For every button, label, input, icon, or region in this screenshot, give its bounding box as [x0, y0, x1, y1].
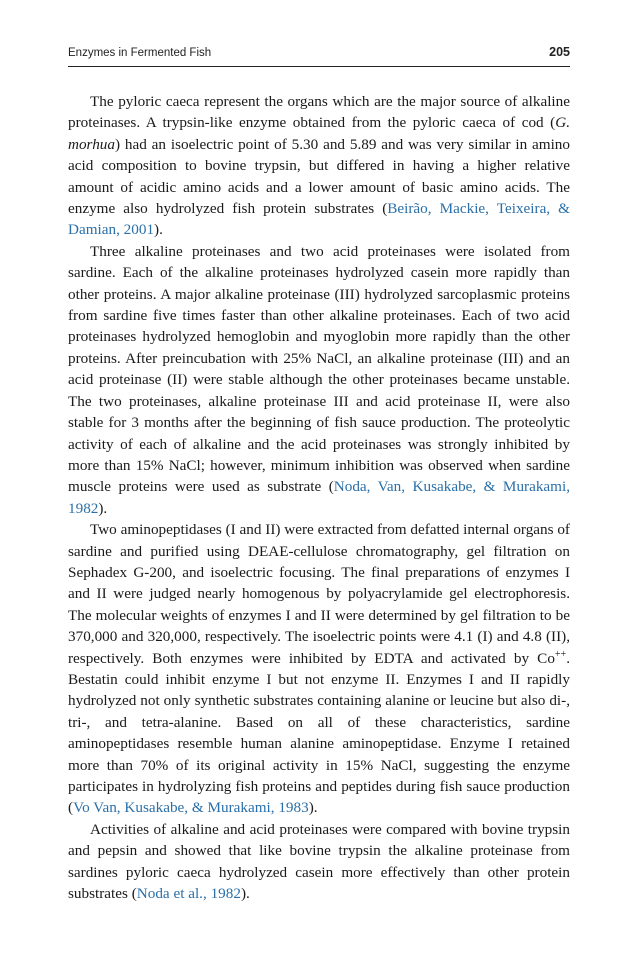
text-run: ). — [98, 499, 108, 517]
text-run: ). — [240, 885, 250, 903]
text-run: Three alkaline proteinases and two acid proteinases were isolated from sardine. Each of the alkaline proteinases hydrolyzed casein more rapidly than other proteins. A major alkaline proteinase (III) hydrolyzed sarcoplasmic proteins from sardine five times faster than other alkaline proteinases. Each of two acid proteinases hydrolyzed hemoglobin and myoglobin more rapidly than the other proteins. After preincubation with 25% NaCl, an alkaline proteinase (III) and an acid proteinase (II) were stable although the other proteinases became unstable. The two proteinases, alkaline proteinase III and acid proteinase II, were also stable for 3 months after the beginning of fish sauce production. The proteolytic activity of each of alkaline and the acid proteinases was strongly inhibited by more than 15% NaCl; however, minimum inhibition was observed when sardine muscle proteins were used as substrate ( — [68, 242, 570, 496]
page-number: 205 — [549, 45, 570, 59]
text-run: Activities of alkaline and acid proteinases were compared with bovine trypsin and pepsin and showed that like bovine trypsin the alkaline proteinase from sardines pyloric caeca hydrolyzed casein more effectively than other protein substrates ( — [68, 820, 570, 903]
citation-link[interactable]: Vo Van, Kusakabe, & Murakami, 1983 — [73, 799, 309, 817]
body-text — [68, 91, 570, 904]
text-run: The pyloric caeca represent the organs which are the major source of alkaline proteinases. A trypsin-like enzyme obtained from the pyloric caeca of cod ( — [68, 93, 570, 132]
ion-charge: ++ — [554, 648, 567, 660]
text-run: ). — [154, 221, 163, 239]
citation-link[interactable]: Beirão, Mackie, Teixeira, & Damian, 2001 — [68, 200, 570, 239]
text-run: ) had an isoelectric point of 5.30 and 5.89 and was very similar in amino acid composition to bovine trypsin, but differed in having a higher relative amount of acidic amino acids and a lower amount of basic amino acids. The enzyme also hydrolyzed fish protein substrates ( — [68, 135, 570, 218]
paragraph-4 — [68, 819, 570, 905]
paragraph-3 — [68, 519, 570, 819]
paragraph-2 — [68, 241, 570, 519]
running-header — [68, 44, 570, 67]
citation-link[interactable]: Noda et al., 1982 — [136, 885, 241, 903]
running-title: Enzymes in Fermented Fish — [68, 47, 212, 59]
citation-link[interactable]: Noda, Van, Kusakabe, & Murakami, 1982 — [68, 478, 570, 517]
species-name: G. morhua — [68, 114, 570, 153]
text-run: . Bestatin could inhibit enzyme I but not enzyme II. Enzymes I and II rapidly hydrolyzed not only synthetic substrates containing alanine or leucine but also di-, tri-, and tetra-alanine. Based on all of these characteristics, sardine aminopeptidases resemble human alanine aminopeptidase. Enzyme I retained more than 70% of its original activity in 15% NaCl, suggesting the enzyme participates in hydrolyzing fish proteins and peptides during fish sauce production ( — [68, 649, 570, 817]
text-run: Two aminopeptidases (I and II) were extracted from defatted internal organs of sardine and purified using DEAE-cellulose chromatography, gel filtration on Sephadex G-200, and isoelectric focusing. The final preparations of enzymes I and II were judged nearly homogenous by polyacrylamide gel electrophoresis. The molecular weights of enzymes I and II were determined by gel filtration to be 370,000 and 320,000, respectively. The isoelectric points were 4.1 (I) and 4.8 (II), respectively. Both enzymes were inhibited by EDTA and activated by Co — [68, 521, 570, 667]
paragraph-1 — [68, 91, 570, 241]
text-run: ). — [308, 799, 318, 817]
